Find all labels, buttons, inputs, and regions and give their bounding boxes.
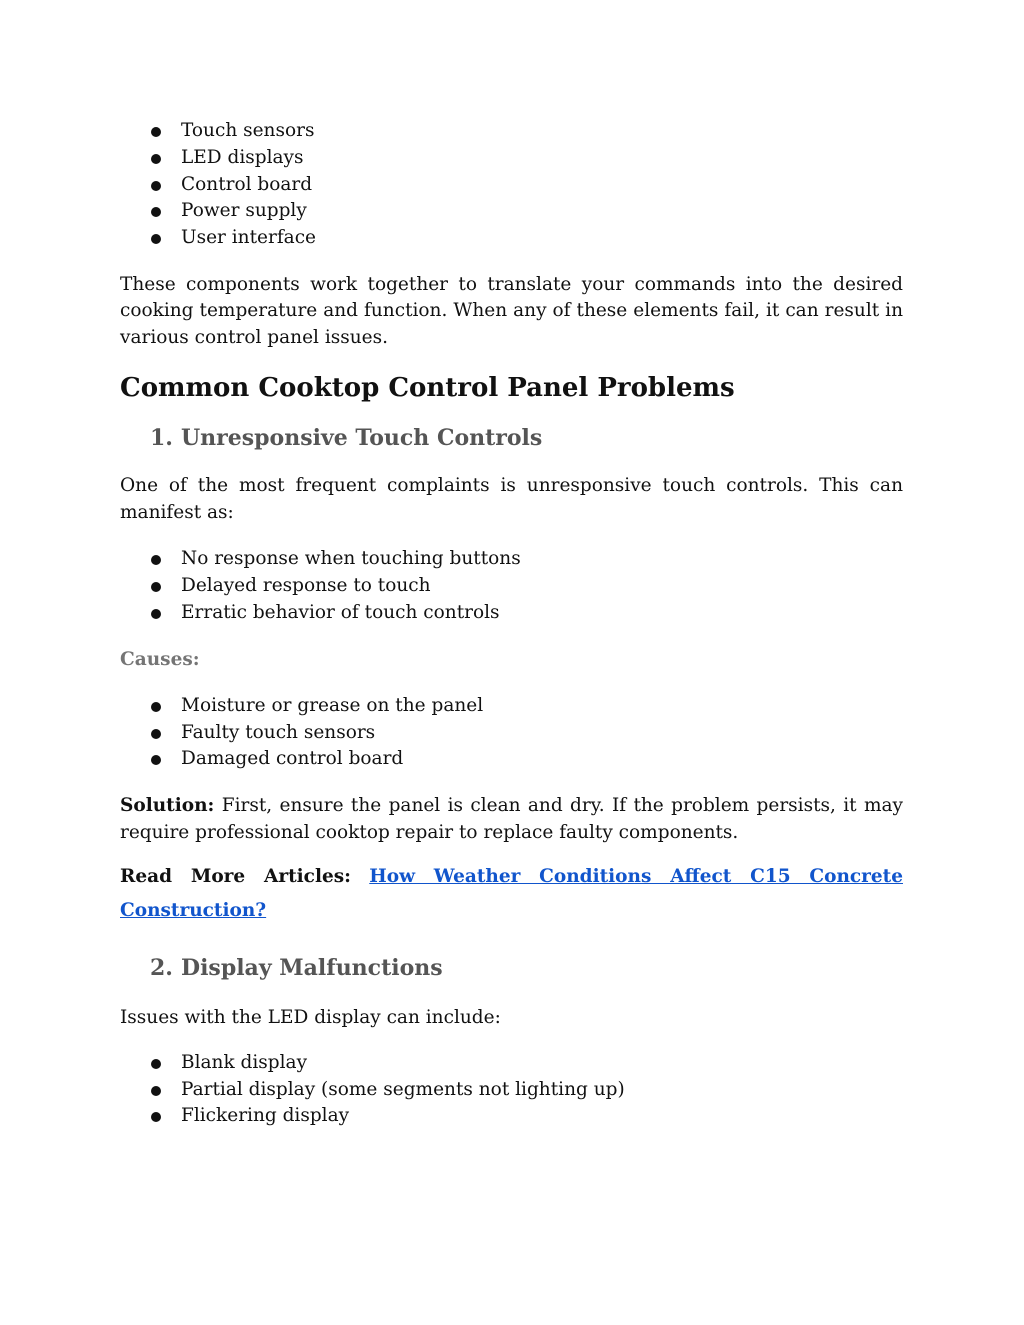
problem1-heading <box>120 423 903 453</box>
solution-text: First, ensure the panel is clean and dry. If the problem persists, it may require professional cooktop repair to replace faulty components. <box>120 795 903 843</box>
list-item: Erratic behavior of touch controls <box>120 600 903 627</box>
list-item: Moisture or grease on the panel <box>120 693 903 720</box>
bullet-icon <box>151 702 161 712</box>
section-title: Common Cooktop Control Panel Problems <box>120 373 735 404</box>
read-more <box>120 860 903 928</box>
causes-label: Causes: <box>120 648 200 670</box>
bullet-icon <box>151 582 161 592</box>
list-item: Delayed response to touch <box>120 573 903 600</box>
bullet-icon <box>151 1059 161 1069</box>
problem2-symptoms-list <box>120 1050 903 1130</box>
list-item: Flickering display <box>120 1103 903 1130</box>
bullet-icon <box>151 729 161 739</box>
bullet-icon <box>151 207 161 217</box>
problem2-description: Issues with the LED display can include: <box>120 1007 501 1029</box>
list-item: User interface <box>120 225 903 252</box>
bullet-icon <box>151 555 161 565</box>
list-item: Touch sensors <box>120 118 903 145</box>
list-item: Power supply <box>120 198 903 225</box>
bullet-icon <box>151 181 161 191</box>
document-page <box>120 118 903 1130</box>
bullet-icon <box>151 1086 161 1096</box>
problem1-description: One of the most frequent complaints is unresponsive touch controls. This can manifest as: <box>120 475 903 523</box>
list-item: Blank display <box>120 1050 903 1077</box>
problem2-heading <box>120 953 903 983</box>
solution-label: Solution: <box>120 795 215 817</box>
solution-paragraph <box>120 793 903 846</box>
components-list <box>120 118 903 252</box>
problem2-number: 2. <box>150 955 173 982</box>
problem1-title: Unresponsive Touch Controls <box>181 425 543 452</box>
bullet-icon <box>151 755 161 765</box>
intro-paragraph: These components work together to translate your commands into the desired cooking temperature and function. When any of these elements fail, it can result in various control panel issues. <box>120 273 903 348</box>
problem1-causes-list <box>120 693 903 773</box>
bullet-icon <box>151 234 161 244</box>
list-item: Faulty touch sensors <box>120 720 903 747</box>
bullet-icon <box>151 1112 161 1122</box>
read-more-link[interactable]: How Weather Conditions Affect C15 Concrete Construction? <box>120 866 903 922</box>
list-item: Partial display (some segments not lighting up) <box>120 1077 903 1104</box>
bullet-icon <box>151 609 161 619</box>
list-item: LED displays <box>120 145 903 172</box>
problem2-title: Display Malfunctions <box>181 955 443 982</box>
bullet-icon <box>151 127 161 137</box>
bullet-icon <box>151 154 161 164</box>
problem1-number: 1. <box>150 425 173 452</box>
list-item: Control board <box>120 172 903 199</box>
problem1-symptoms-list <box>120 546 903 626</box>
read-more-label: Read More Articles: <box>120 866 351 888</box>
list-item: Damaged control board <box>120 746 903 773</box>
list-item: No response when touching buttons <box>120 546 903 573</box>
